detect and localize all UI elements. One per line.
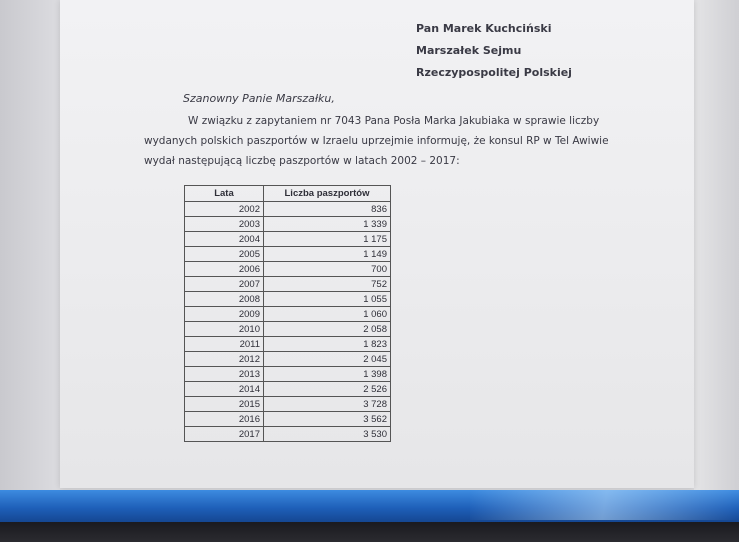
table-row <box>185 352 391 367</box>
passports-table <box>184 185 391 442</box>
year-cell: 2017 <box>185 427 264 442</box>
body-line-2: wydanych polskich paszportów w Izraelu uprzejmie informuję, że konsul RP w Tel Awiwie <box>144 135 609 147</box>
count-cell: 2 045 <box>264 352 391 367</box>
salutation: Szanowny Panie Marszałku, <box>183 92 335 105</box>
table-row <box>185 397 391 412</box>
table-row <box>185 292 391 307</box>
year-cell: 2005 <box>185 247 264 262</box>
body-line-3: wydał następującą liczbę paszportów w latach 2002 – 2017: <box>144 155 460 167</box>
count-cell: 1 398 <box>264 367 391 382</box>
table-row <box>185 262 391 277</box>
count-cell: 1 339 <box>264 217 391 232</box>
count-cell: 2 526 <box>264 382 391 397</box>
count-cell: 3 728 <box>264 397 391 412</box>
count-cell: 752 <box>264 277 391 292</box>
count-cell: 836 <box>264 202 391 217</box>
taskbar-highlight <box>470 490 739 520</box>
year-cell: 2014 <box>185 382 264 397</box>
table-row <box>185 202 391 217</box>
year-cell: 2010 <box>185 322 264 337</box>
screen-right-edge <box>694 0 739 490</box>
table-row <box>185 307 391 322</box>
body-line-1: W związku z zapytaniem nr 7043 Pana Posła Marka Jakubiaka w sprawie liczby <box>188 115 600 127</box>
table-row <box>185 382 391 397</box>
year-cell: 2016 <box>185 412 264 427</box>
column-header-count: Liczba paszportów <box>264 186 391 202</box>
document-page <box>60 0 694 488</box>
year-cell: 2007 <box>185 277 264 292</box>
count-cell: 1 055 <box>264 292 391 307</box>
year-cell: 2011 <box>185 337 264 352</box>
year-cell: 2002 <box>185 202 264 217</box>
screen-left-edge <box>0 0 60 490</box>
addressee-title: Marszałek Sejmu <box>416 44 522 57</box>
addressee-institution: Rzeczypospolitej Polskiej <box>416 66 572 79</box>
year-cell: 2004 <box>185 232 264 247</box>
letter-body <box>144 111 634 171</box>
year-cell: 2003 <box>185 217 264 232</box>
column-header-year: Lata <box>185 186 264 202</box>
count-cell: 2 058 <box>264 322 391 337</box>
table-row <box>185 232 391 247</box>
addressee-block <box>416 18 572 84</box>
count-cell: 3 530 <box>264 427 391 442</box>
count-cell: 1 175 <box>264 232 391 247</box>
table-row <box>185 427 391 442</box>
year-cell: 2008 <box>185 292 264 307</box>
year-cell: 2012 <box>185 352 264 367</box>
table-row <box>185 247 391 262</box>
monitor-bezel <box>0 522 739 542</box>
table-row <box>185 277 391 292</box>
table-row <box>185 217 391 232</box>
count-cell: 1 823 <box>264 337 391 352</box>
table-row <box>185 322 391 337</box>
count-cell: 1 149 <box>264 247 391 262</box>
table-row <box>185 337 391 352</box>
count-cell: 1 060 <box>264 307 391 322</box>
year-cell: 2013 <box>185 367 264 382</box>
addressee-name: Pan Marek Kuchciński <box>416 22 552 35</box>
table-row <box>185 367 391 382</box>
year-cell: 2009 <box>185 307 264 322</box>
table-header-row <box>185 186 391 202</box>
year-cell: 2015 <box>185 397 264 412</box>
year-cell: 2006 <box>185 262 264 277</box>
table-row <box>185 412 391 427</box>
count-cell: 3 562 <box>264 412 391 427</box>
count-cell: 700 <box>264 262 391 277</box>
